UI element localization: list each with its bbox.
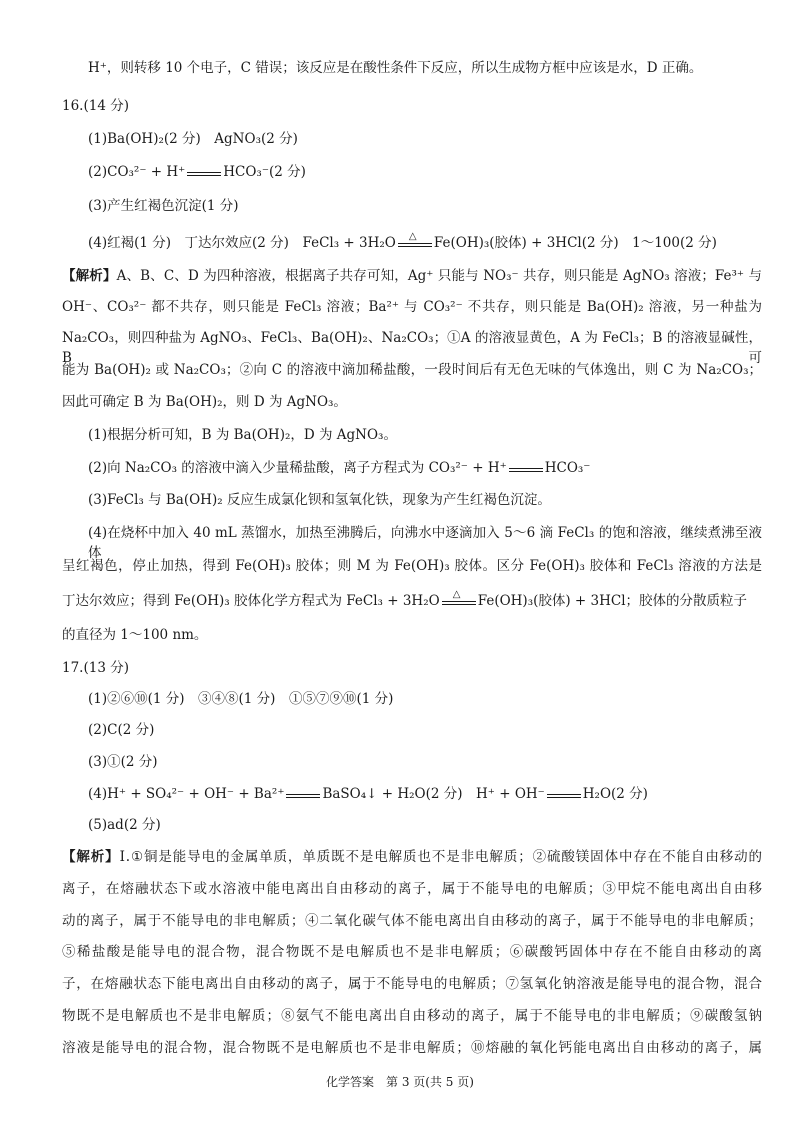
q16-answer-2: (2)CO₃²⁻ + H⁺ HCO₃⁻(2 分) <box>88 162 306 183</box>
q16-answer-3: (3)产生红褐色沉淀(1 分) <box>88 198 239 214</box>
q16-answer-1: (1)Ba(OH)₂(2 分) AgNO₃(2 分) <box>88 131 298 147</box>
q16-analysis-line: 因此可确定 B 为 Ba(OH)₂，则 D 为 AgNO₃。 <box>62 394 347 410</box>
q17-analysis-line: 物既不是电解质也不是非电解质；⑧氨气不能电离出自由移动的离子，属于不能导电的非电解质；⑨碳酸氢钠 <box>62 1008 762 1024</box>
text-line: H⁺，则转移 10 个电子，C 错误；该反应是在酸性条件下反应，所以生成物方框中应该是水，D 正确。 <box>88 60 703 76</box>
page-footer: 化学答案 第 3 页(共 5 页) <box>326 1075 474 1089</box>
q17-analysis-line: 溶液是能导电的混合物，混合物既不是电解质也不是非电解质；⑩熔融的氧化钙能电离出自由移动的离子，属 <box>62 1040 762 1056</box>
q16-answer-4: (4)红褐(1 分) 丁达尔效应(2 分) FeCl₃ + 3H₂O △ Fe(OH)₃(胶体) + 3HCl(2 分) 1～100(2 分) <box>88 233 717 254</box>
q16-analysis-line: 呈红褐色，停止加热，得到 Fe(OH)₃ 胶体；则 M 为 Fe(OH)₃ 胶体。区分 Fe(OH)₃ 胶体和 FeCl₃ 溶液的方法是 <box>62 558 762 574</box>
q17-answer-3: (3)①(2 分) <box>88 754 158 770</box>
equals-sign <box>284 785 322 805</box>
question-16-heading: 16.(14 分) <box>62 98 129 114</box>
q16-analysis-line: 能为 Ba(OH)₂ 或 Na₂CO₃；②向 C 的溶液中滴加稀盐酸，一段时间后有无色无味的气体逸出，则 C 为 Na₂CO₃； <box>62 362 762 378</box>
equals-sign <box>545 785 583 805</box>
q17-answer-2: (2)C(2 分) <box>88 722 155 738</box>
q16-analysis-line: 丁达尔效应；得到 Fe(OH)₃ 胶体化学方程式为 FeCl₃ + 3H₂O △ Fe(OH)₃(胶体) + 3HCl；胶体的分散质粒子 <box>62 591 747 612</box>
q16-analysis-line: (4)在烧杯中加入 40 mL 蒸馏水，加热至沸腾后，向沸水中逐滴加入 5～6 滴 FeCl₃ 的饱和溶液，继续煮沸至液体 <box>88 525 762 561</box>
analysis-tag: 【解析】 <box>62 849 120 865</box>
heating-equals-sign: △ <box>396 234 434 254</box>
analysis-tag: 【解析】 <box>62 268 117 284</box>
q17-answer-5: (5)ad(2 分) <box>88 817 161 833</box>
q17-analysis-line: 【解析】Ⅰ.①铜是能导电的金属单质，单质既不是电解质也不是非电解质；②硫酸镁固体中存在不能自由移动的 <box>62 849 762 865</box>
q16-analysis-line: (2)向 Na₂CO₃ 的溶液中滴入少量稀盐酸，离子方程式为 CO₃²⁻ + H⁺ HCO₃⁻ <box>88 458 590 479</box>
q16-analysis-line: OH⁻、CO₃²⁻ 都不共存，则只能是 FeCl₃ 溶液；Ba²⁺ 与 CO₃²⁻ 不共存，则只能是 Ba(OH)₂ 溶液，另一种盐为 <box>62 299 762 315</box>
q17-analysis-line: 动的离子，属于不能导电的非电解质；④二氧化碳气体不能电离出自由移动的离子，属于不能导电的非电解质； <box>62 913 762 929</box>
q16-analysis-line: Na₂CO₃，则四种盐为 AgNO₃、FeCl₃、Ba(OH)₂、Na₂CO₃；①A 的溶液显黄色，A 为 FeCl₃；B 的溶液显碱性，B 可 <box>62 330 762 366</box>
q17-analysis-line: 子，在熔融状态下能电离出自由移动的离子，属于不能导电的电解质；⑦氢氧化钠溶液是能导电的混合物，混合 <box>62 976 762 992</box>
equals-sign <box>507 459 545 479</box>
q16-analysis-line: (3)FeCl₃ 与 Ba(OH)₂ 反应生成氯化钡和氢氧化铁，现象为产生红褐色沉淀。 <box>88 492 551 508</box>
question-17-heading: 17.(13 分) <box>62 660 129 676</box>
q16-analysis-line: (1)根据分析可知，B 为 Ba(OH)₂，D 为 AgNO₃。 <box>88 427 397 443</box>
q16-analysis-line: 【解析】A、B、C、D 为四种溶液，根据离子共存可知，Ag⁺ 只能与 NO₃⁻ 共存，则只能是 AgNO₃ 溶液；Fe³⁺ 与 <box>62 268 762 284</box>
q17-answer-4: (4)H⁺ + SO₄²⁻ + OH⁻ + Ba²⁺ BaSO₄↓ + H₂O(2 分) H⁺ + OH⁻ H₂O(2 分) <box>88 784 648 805</box>
heating-equals-sign: △ <box>440 592 478 612</box>
q17-analysis-line: ⑤稀盐酸是能导电的混合物，混合物既不是电解质也不是非电解质；⑥碳酸钙固体中存在不能自由移动的离 <box>62 944 762 960</box>
q17-answer-1: (1)②⑥⑩(1 分) ③④⑧(1 分) ①⑤⑦⑨⑩(1 分) <box>88 691 394 707</box>
q17-analysis-line: 离子，在熔融状态下或水溶液中能电离出自由移动的离子，属于不能导电的电解质；③甲烷不能电离出自由移 <box>62 881 762 897</box>
q16-analysis-line: 的直径为 1～100 nm。 <box>62 627 208 643</box>
equals-sign <box>185 163 223 183</box>
